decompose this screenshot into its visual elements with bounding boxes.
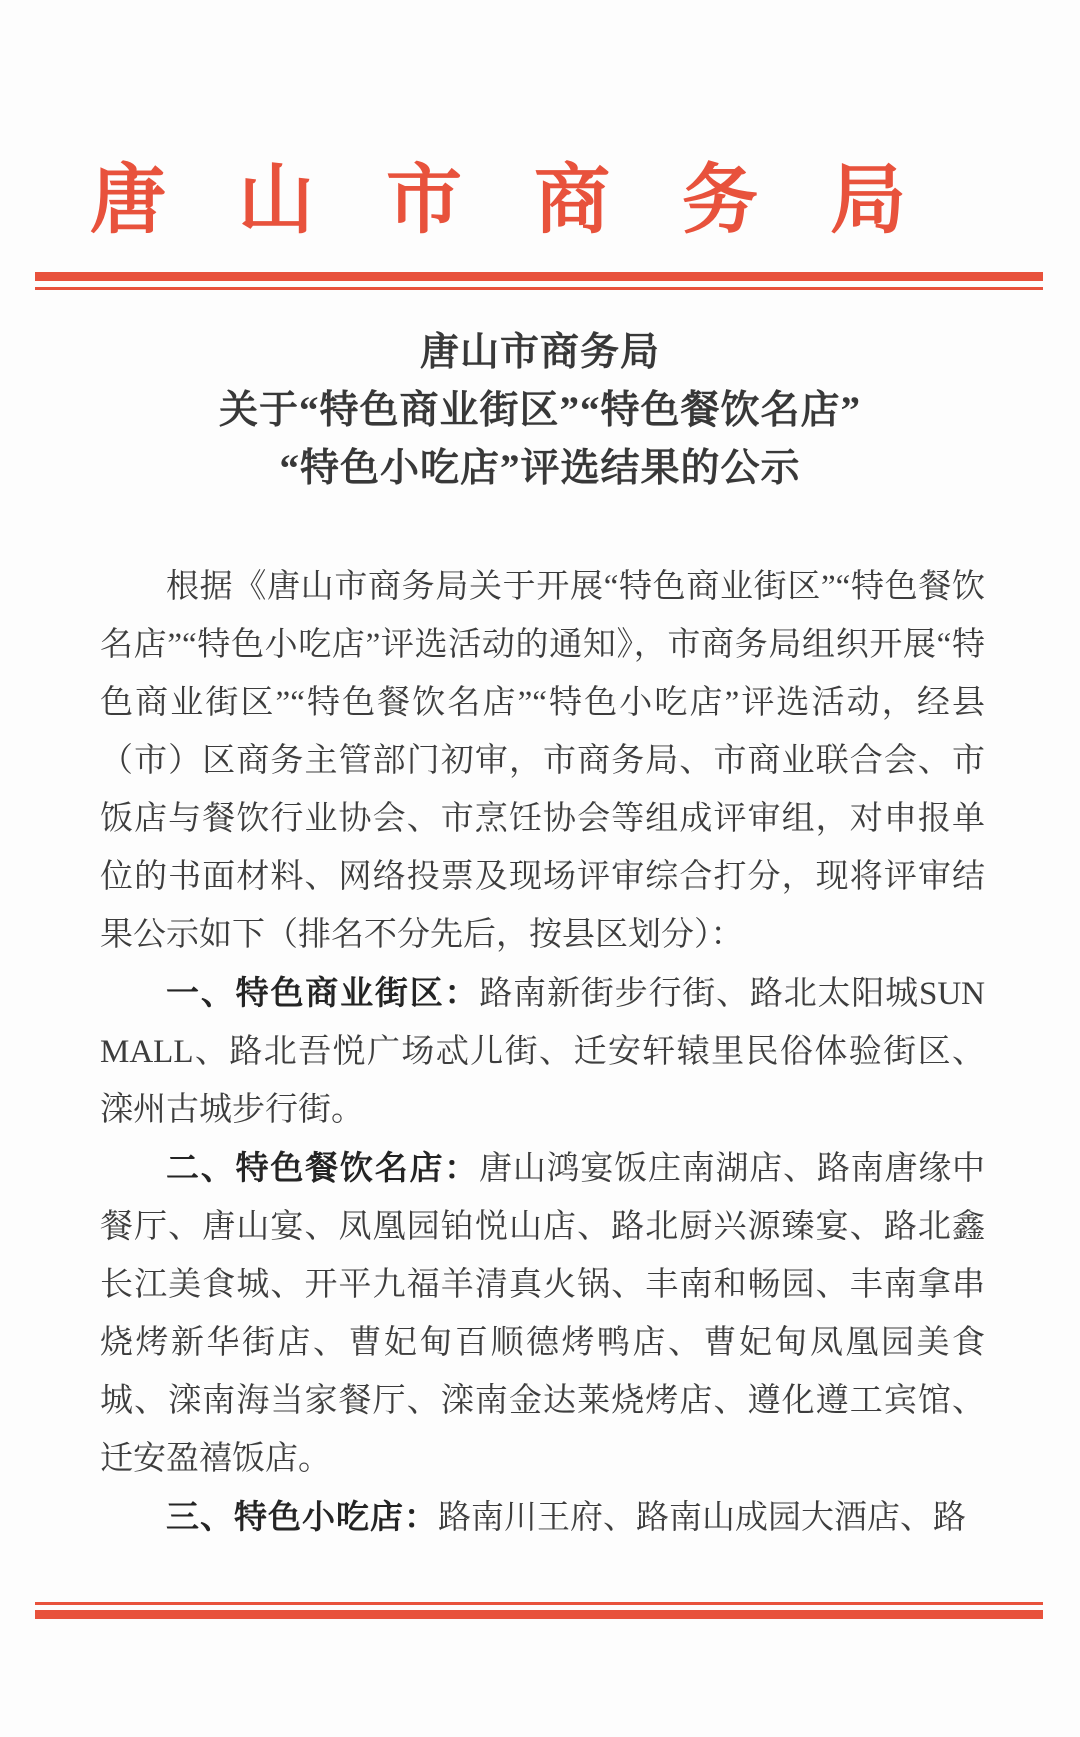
footer-rule-thick bbox=[35, 1610, 1043, 1619]
section-1-content: 路南新街步行街、路北太阳城SUN MALL、路北吾悦广场忒儿街、迁安轩辕里民俗体验街区、滦州古城步行街。 bbox=[100, 976, 985, 1128]
section-2-label: 二、特色餐饮名店： bbox=[166, 1149, 480, 1186]
agency-letterhead-char: 局 bbox=[830, 159, 906, 243]
document-title-line-1: 唐山市商务局 bbox=[419, 331, 660, 374]
section-1-label: 一、特色商业街区： bbox=[166, 974, 480, 1011]
section-3-label: 三、特色小吃店： bbox=[166, 1498, 438, 1535]
agency-letterhead-char: 山 bbox=[238, 159, 314, 243]
agency-letterhead-char: 务 bbox=[682, 159, 758, 243]
header-rule-thin bbox=[35, 287, 1043, 290]
agency-letterhead-char: 市 bbox=[386, 159, 462, 243]
section-3-content: 路南川王府、路南山成园大酒店、路 bbox=[438, 1500, 966, 1536]
section-paragraph-snack-shops bbox=[100, 1488, 985, 1547]
document-title-line-2: 关于“特色商业街区”“特色餐饮名店” bbox=[218, 389, 861, 432]
document-title-line-3: “特色小吃店”评选结果的公示 bbox=[279, 447, 801, 490]
agency-letterhead-char: 商 bbox=[534, 159, 610, 243]
document-title bbox=[60, 324, 1020, 498]
document-body bbox=[100, 558, 985, 1547]
agency-letterhead bbox=[90, 159, 906, 243]
intro-paragraph: 根据《唐山市商务局关于开展“特色商业街区”“特色餐饮名店”“特色小吃店”评选活动的通知》，市商务局组织开展“特色商业街区”“特色餐饮名店”“特色小吃店”评选活动，经县（市）区商务主管部门初审，市商务局、市商业联合会、市饭店与餐饮行业协会、市烹饪协会等组成评审组，对申报单位的书面材料、网络投票及现场评审综合打分，现将评审结果公示如下（排名不分先后，按县区划分）： bbox=[100, 569, 985, 953]
footer-rule-thin bbox=[35, 1602, 1043, 1605]
header-rule-thick bbox=[35, 272, 1043, 281]
section-paragraph-commercial-streets bbox=[100, 964, 985, 1139]
agency-letterhead-char: 唐 bbox=[90, 159, 166, 243]
section-2-content: 唐山鸿宴饭庄南湖店、路南唐缘中餐厅、唐山宴、凤凰园铂悦山店、路北厨兴源臻宴、路北鑫长江美食城、开平九福羊清真火锅、丰南和畅园、丰南拿串烧烤新华街店、曹妃甸百顺德烤鸭店、曹妃甸凤凰园美食城、滦南海当家餐厅、滦南金达莱烧烤店、遵化遵工宾馆、迁安盈禧饭店。 bbox=[100, 1151, 986, 1477]
section-paragraph-famous-restaurants bbox=[100, 1139, 985, 1488]
